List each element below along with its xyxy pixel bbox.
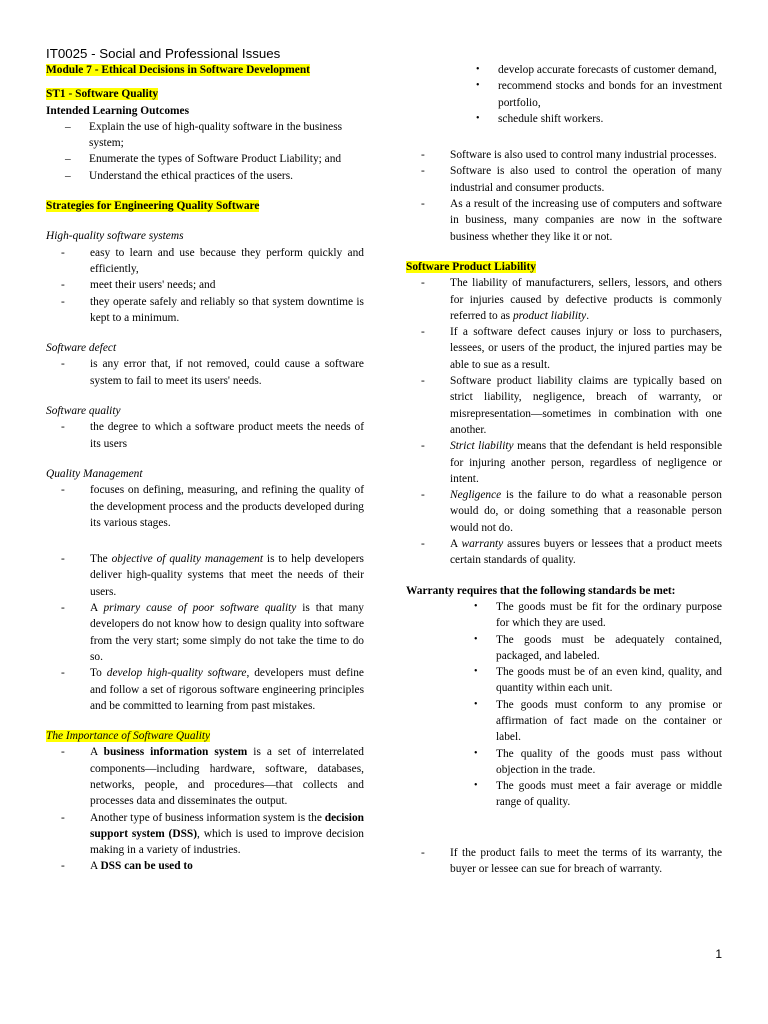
- list-item: - focuses on defining, measuring, and refining the quality of the development process and the products developed during its various stages.: [61, 484, 364, 529]
- bullet-item: • The goods must meet a fair average or middle range of quality.: [474, 780, 722, 809]
- ilo-item: – Explain the use of high-quality software in the business system;: [65, 120, 343, 150]
- page-number: 1: [715, 947, 722, 961]
- bullet-item: • recommend stocks and bonds for an investment portfolio,: [476, 80, 722, 109]
- list-item: - Another type of business information system is the decision support system (DSS), which is used to improve decision making in a variety of industries.: [61, 811, 365, 857]
- list-item: - A primary cause of poor software quality is that many developers do not know how to design quality into software from the very start; some simply do not take the time to do so.: [61, 602, 364, 663]
- list-item: - A warranty assures buyers or lessees that a product meets certain standards of quality.: [421, 538, 722, 567]
- course-title: IT0025 - Social and Professional Issues: [46, 46, 281, 61]
- list-item: - they operate safely and reliably so that system downtime is kept to a minimum.: [61, 295, 364, 324]
- liability-heading: Software Product Liability: [406, 260, 536, 273]
- module-title: Module 7 - Ethical Decisions in Software Development: [46, 64, 310, 76]
- list-item: - A business information system is a set of interrelated components—including hardware, software, databases, networks, people, and procedures—that collects and processes data and disseminates the output.: [61, 746, 364, 808]
- list-item: - As a result of the increasing use of computers and software in business, many companies are now in the software business whether they like it or not.: [421, 198, 722, 243]
- bullet-item: • The goods must be adequately contained, packaged, and labeled.: [474, 633, 722, 662]
- list-item: - If the product fails to meet the terms of its warranty, the buyer or lessee can sue for breach of warranty.: [421, 846, 722, 876]
- list-item: - Software is also used to control the operation of many industrial and consumer products.: [421, 165, 722, 194]
- bullet-item: • The goods must be of an even kind, quality, and quantity within each unit.: [474, 666, 722, 695]
- list-item: - Strict liability means that the defendant is held responsible for injuring another person, regardless of negligence or intent.: [421, 440, 722, 485]
- left-column: [46, 46, 364, 875]
- bullet-item: • The quality of the goods must pass without objection in the trade.: [474, 747, 722, 776]
- term-software-defect: Software defect: [46, 342, 117, 355]
- list-item: - Software product liability claims are typically based on strict liability, negligence, breach of warranty, or misrepresentation—sometimes in combination with one another.: [421, 375, 722, 436]
- list-item: - meet their users' needs; and: [61, 279, 216, 292]
- list-item: - easy to learn and use because they perform quickly and efficiently,: [61, 246, 364, 275]
- ilo-item: – Enumerate the types of Software Product Liability; and: [65, 153, 342, 166]
- list-item: - The liability of manufacturers, sellers, lessors, and others for injuries caused by defective products is commonly referred to as product liability.: [421, 277, 722, 322]
- term-quality-management: Quality Management: [46, 467, 143, 480]
- warranty-heading: Warranty requires that the following standards be met:: [406, 584, 676, 597]
- ilo-item: – Understand the ethical practices of the users.: [65, 169, 294, 182]
- list-item: - A DSS can be used to: [61, 860, 193, 873]
- list-item: - is any error that, if not removed, could cause a software system to fail to meet its users' needs.: [61, 358, 364, 387]
- bullet-item: • develop accurate forecasts of customer demand,: [476, 64, 717, 76]
- bullet-item: • schedule shift workers.: [476, 112, 604, 125]
- bullet-item: • The goods must be fit for the ordinary purpose for which they are used.: [474, 600, 722, 630]
- term-hq-systems: High-quality software systems: [46, 230, 184, 243]
- importance-heading: The Importance of Software Quality: [46, 730, 211, 743]
- right-column: [406, 62, 722, 877]
- strategies-heading: Strategies for Engineering Quality Software: [46, 200, 260, 213]
- bullet-item: • The goods must conform to any promise or affirmation of fact made on the container or label.: [474, 698, 722, 744]
- list-item: - If a software defect causes injury or loss to purchasers, lessees, or users of the product, the injured parties may be able to sue as a result.: [421, 326, 722, 371]
- list-item: - To develop high-quality software, developers must define and follow a set of rigorous software engineering principles and be committed to learning from past mistakes.: [61, 667, 364, 712]
- ilo-heading: Intended Learning Outcomes: [46, 104, 190, 117]
- list-item: - Software is also used to control many industrial processes.: [421, 149, 717, 162]
- list-item: - The objective of quality management is to help developers deliver high-quality systems that meet the needs of their users.: [61, 553, 364, 598]
- term-software-quality: Software quality: [46, 405, 121, 418]
- st1-heading: ST1 - Software Quality: [46, 88, 159, 101]
- list-item: - the degree to which a software product meets the needs of its users: [61, 421, 364, 450]
- list-item: - Negligence is the failure to do what a reasonable person would do, or doing something that a reasonable person would not do.: [421, 489, 722, 534]
